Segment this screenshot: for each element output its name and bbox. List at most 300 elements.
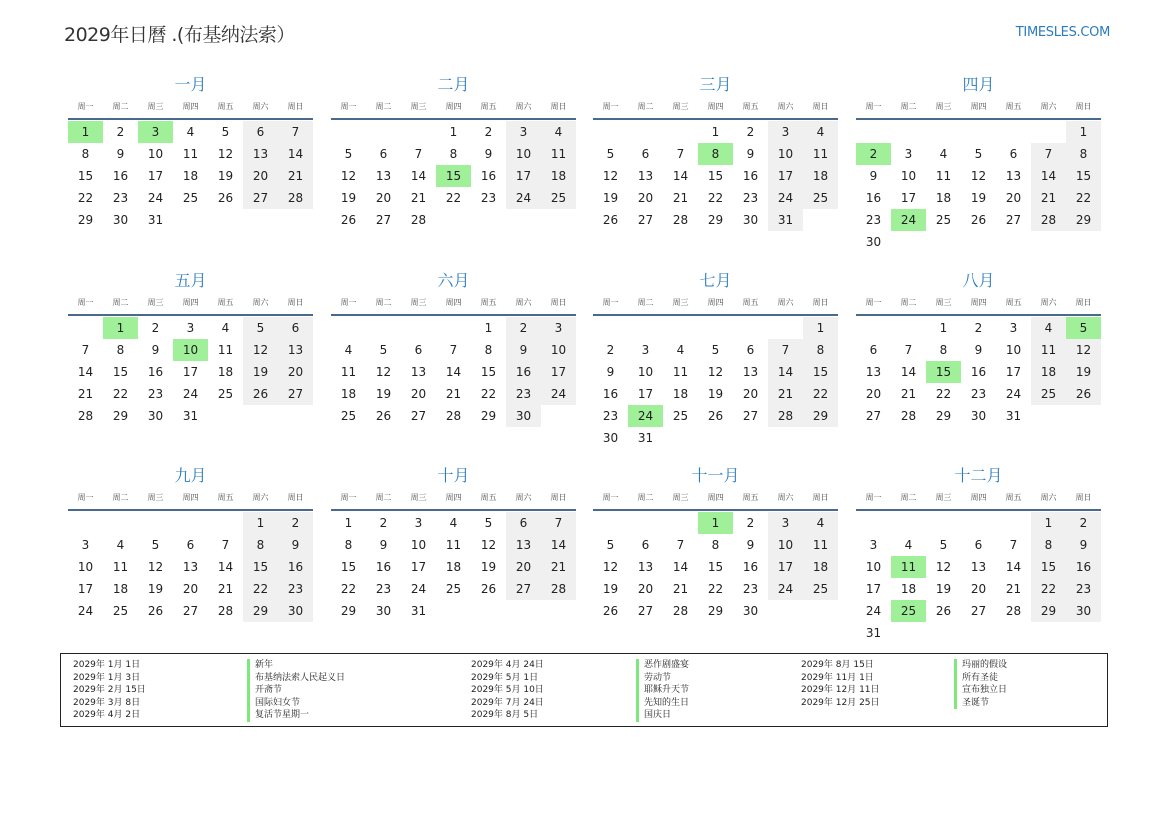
day-cell: 8 — [243, 534, 278, 556]
weekday-label: 周五 — [217, 493, 234, 502]
day-cell: 24 — [77, 604, 94, 618]
day-cell: 26 — [147, 604, 164, 618]
day-cell: 28 — [768, 405, 803, 427]
day-cell: 1 — [711, 125, 720, 139]
day-cell: 18 — [935, 191, 952, 205]
weekday-label: 周二 — [900, 493, 917, 502]
day-cell: 21 — [1031, 187, 1066, 209]
weekday-label: 周二 — [112, 493, 129, 502]
weekday-label: 周四 — [445, 298, 462, 307]
holiday-date: 2029年 2月 15日 — [73, 685, 146, 695]
empty-cell — [891, 512, 926, 534]
day-cell: 15 — [707, 169, 724, 183]
day-cell: 14 — [768, 361, 803, 383]
day-cell: 1 — [344, 516, 353, 530]
weekday-label: 周二 — [900, 298, 917, 307]
day-cell: 23 — [147, 387, 164, 401]
day-cell: 29 — [340, 604, 357, 618]
day-cell: 12 — [340, 169, 357, 183]
holiday-day-cell: 15 — [926, 361, 961, 383]
holiday-name: 国庆日 — [636, 709, 671, 722]
page-title: 2029年日曆 .(布基纳法索） — [64, 24, 295, 46]
empty-cell — [173, 512, 208, 534]
day-cell: 8 — [803, 339, 838, 361]
day-cell: 11 — [541, 143, 576, 165]
weekday-header — [593, 491, 838, 511]
day-cell: 15 — [707, 560, 724, 574]
day-cell: 19 — [480, 560, 497, 574]
day-cell: 19 — [243, 361, 278, 383]
empty-cell — [996, 512, 1031, 534]
weekday-label: 周六 — [252, 493, 269, 502]
day-cell: 13 — [1005, 169, 1022, 183]
day-cell: 19 — [970, 191, 987, 205]
month-block — [856, 74, 1101, 253]
weekday-header — [331, 100, 576, 120]
day-cell: 31 — [637, 431, 654, 445]
holiday-date: 2029年 8月 5日 — [471, 710, 539, 720]
day-cell: 1 — [449, 125, 458, 139]
holiday-day-cell: 2 — [856, 143, 891, 165]
month-name: 一月 — [174, 75, 207, 94]
day-cell: 11 — [340, 365, 357, 379]
day-cell: 22 — [803, 383, 838, 405]
holiday-date: 2029年 5月 1日 — [471, 672, 539, 683]
day-cell: 24 — [865, 604, 882, 618]
empty-cell — [663, 512, 698, 534]
holiday-day-cell: 8 — [698, 143, 733, 165]
weekday-header — [68, 491, 313, 511]
day-cell: 16 — [112, 169, 129, 183]
empty-cell — [1031, 121, 1066, 143]
day-cell: 15 — [243, 556, 278, 578]
day-cell: 8 — [939, 343, 948, 357]
weekday-label: 周日 — [550, 102, 567, 111]
day-cell: 26 — [243, 383, 278, 405]
day-cell: 12 — [147, 560, 164, 574]
day-cell: 17 — [77, 582, 94, 596]
day-cell: 27 — [375, 213, 392, 227]
empty-cell — [366, 317, 401, 339]
weekday-label: 周三 — [672, 493, 689, 502]
day-cell: 26 — [707, 409, 724, 423]
holiday-name: 布基纳法索人民起义日 — [247, 672, 345, 685]
month-name: 三月 — [699, 75, 732, 94]
day-cell: 19 — [935, 582, 952, 596]
day-cell: 17 — [182, 365, 199, 379]
day-cell: 6 — [869, 343, 878, 357]
month-name: 五月 — [174, 271, 207, 290]
weekday-label: 周四 — [445, 493, 462, 502]
day-cell: 30 — [147, 409, 164, 423]
day-cell: 25 — [541, 187, 576, 209]
weekday-label: 周一 — [602, 298, 619, 307]
weekday-label: 周四 — [707, 298, 724, 307]
holiday-day-cell: 5 — [1066, 317, 1101, 339]
day-cell: 4 — [803, 121, 838, 143]
empty-cell — [891, 317, 926, 339]
day-cell: 19 — [217, 169, 234, 183]
day-cell: 8 — [81, 147, 90, 161]
weekday-label: 周三 — [672, 298, 689, 307]
day-cell: 26 — [375, 409, 392, 423]
day-cell: 7 — [449, 343, 458, 357]
day-cell: 24 — [768, 187, 803, 209]
day-cell: 13 — [742, 365, 759, 379]
weekday-label: 周五 — [480, 102, 497, 111]
day-cell: 4 — [449, 516, 458, 530]
weekday-label: 周日 — [1075, 493, 1092, 502]
month-name: 十二月 — [954, 466, 1003, 485]
day-cell: 21 — [541, 556, 576, 578]
weekday-label: 周日 — [1075, 102, 1092, 111]
day-cell: 30 — [865, 235, 882, 249]
month-block — [593, 270, 838, 449]
day-cell: 14 — [541, 534, 576, 556]
day-cell: 28 — [445, 409, 462, 423]
day-cell: 3 — [768, 512, 803, 534]
day-cell: 25 — [340, 409, 357, 423]
month-name: 二月 — [437, 75, 470, 94]
weekday-label: 周四 — [182, 298, 199, 307]
empty-cell — [366, 121, 401, 143]
day-cell: 24 — [1005, 387, 1022, 401]
day-cell: 28 — [410, 213, 427, 227]
day-cell: 22 — [243, 578, 278, 600]
day-cell: 29 — [1066, 209, 1101, 231]
day-cell: 20 — [243, 165, 278, 187]
weekday-header — [331, 296, 576, 316]
day-cell: 30 — [506, 405, 541, 427]
empty-cell — [891, 121, 926, 143]
day-cell: 10 — [865, 560, 882, 574]
empty-cell — [68, 317, 103, 339]
month-block — [68, 74, 313, 231]
day-cell: 28 — [900, 409, 917, 423]
day-cell: 25 — [803, 578, 838, 600]
holiday-day-cell: 24 — [628, 405, 663, 427]
day-cell: 5 — [379, 343, 388, 357]
day-cell: 19 — [602, 582, 619, 596]
day-cell: 10 — [541, 339, 576, 361]
day-cell: 10 — [768, 143, 803, 165]
day-cell: 12 — [375, 365, 392, 379]
day-cell: 12 — [243, 339, 278, 361]
weekday-label: 周六 — [1040, 298, 1057, 307]
empty-cell — [628, 121, 663, 143]
weekday-label: 周五 — [217, 298, 234, 307]
weekday-label: 周三 — [410, 493, 427, 502]
day-cell: 9 — [869, 169, 878, 183]
day-cell: 25 — [935, 213, 952, 227]
weekday-label: 周日 — [287, 102, 304, 111]
day-cell: 13 — [278, 339, 313, 361]
weekday-label: 周六 — [777, 298, 794, 307]
weekday-label: 周二 — [375, 102, 392, 111]
empty-cell — [628, 317, 663, 339]
day-cell: 21 — [672, 191, 689, 205]
day-cell: 7 — [904, 343, 913, 357]
weekday-label: 周五 — [1005, 493, 1022, 502]
day-cell: 16 — [506, 361, 541, 383]
day-cell: 11 — [182, 147, 199, 161]
day-cell: 4 — [803, 512, 838, 534]
day-cell: 2 — [379, 516, 388, 530]
day-cell: 29 — [112, 409, 129, 423]
day-cell: 8 — [484, 343, 493, 357]
day-cell: 18 — [672, 387, 689, 401]
day-cell: 3 — [904, 147, 913, 161]
day-cell: 29 — [803, 405, 838, 427]
day-cell: 10 — [768, 534, 803, 556]
day-cell: 8 — [711, 538, 720, 552]
day-cell: 4 — [116, 538, 125, 552]
empty-cell — [593, 317, 628, 339]
holiday-name: 玛丽的假设 — [954, 659, 1007, 672]
holiday-date: 2029年 5月 10日 — [471, 685, 544, 695]
day-cell: 13 — [970, 560, 987, 574]
day-cell: 5 — [939, 538, 948, 552]
day-cell: 21 — [410, 191, 427, 205]
day-cell: 23 — [1066, 578, 1101, 600]
days-grid — [68, 121, 313, 231]
weekday-header — [593, 296, 838, 316]
day-cell: 25 — [112, 604, 129, 618]
day-cell: 16 — [375, 560, 392, 574]
day-cell: 9 — [1066, 534, 1101, 556]
day-cell: 20 — [970, 582, 987, 596]
day-cell: 20 — [742, 387, 759, 401]
day-cell: 13 — [410, 365, 427, 379]
day-cell: 15 — [803, 361, 838, 383]
day-cell: 18 — [541, 165, 576, 187]
day-cell: 19 — [707, 387, 724, 401]
day-cell: 4 — [221, 321, 230, 335]
day-cell: 16 — [742, 169, 759, 183]
weekday-header — [856, 296, 1101, 316]
empty-cell — [856, 121, 891, 143]
day-cell: 15 — [112, 365, 129, 379]
day-cell: 1 — [939, 321, 948, 335]
holiday-day-cell: 24 — [891, 209, 926, 231]
day-cell: 8 — [344, 538, 353, 552]
day-cell: 31 — [768, 209, 803, 231]
day-cell: 24 — [147, 191, 164, 205]
day-cell: 22 — [1031, 578, 1066, 600]
day-cell: 27 — [410, 409, 427, 423]
day-cell: 14 — [410, 169, 427, 183]
day-cell: 3 — [1009, 321, 1018, 335]
month-name: 八月 — [962, 271, 995, 290]
day-cell: 18 — [803, 556, 838, 578]
weekday-label: 周一 — [77, 102, 94, 111]
day-cell: 20 — [182, 582, 199, 596]
day-cell: 6 — [414, 343, 423, 357]
empty-cell — [628, 512, 663, 534]
empty-cell — [698, 317, 733, 339]
days-grid — [331, 512, 576, 622]
day-cell: 6 — [379, 147, 388, 161]
day-cell: 30 — [742, 213, 759, 227]
weekday-label: 周四 — [182, 102, 199, 111]
day-cell: 7 — [676, 147, 685, 161]
weekday-label: 周四 — [707, 102, 724, 111]
day-cell: 1 — [484, 321, 493, 335]
day-cell: 15 — [340, 560, 357, 574]
holiday-date: 2029年 4月 2日 — [73, 710, 141, 720]
holiday-name: 所有圣徒 — [954, 672, 998, 685]
weekday-label: 周一 — [865, 102, 882, 111]
days-grid — [856, 512, 1101, 644]
day-cell: 27 — [182, 604, 199, 618]
month-block — [68, 270, 313, 427]
empty-cell — [138, 512, 173, 534]
weekday-label: 周五 — [1005, 102, 1022, 111]
day-cell: 2 — [151, 321, 160, 335]
day-cell: 28 — [217, 604, 234, 618]
empty-cell — [593, 121, 628, 143]
day-cell: 29 — [77, 213, 94, 227]
day-cell: 15 — [480, 365, 497, 379]
day-cell: 23 — [742, 582, 759, 596]
day-cell: 3 — [414, 516, 423, 530]
day-cell: 22 — [480, 387, 497, 401]
day-cell: 3 — [541, 317, 576, 339]
day-cell: 17 — [865, 582, 882, 596]
day-cell: 11 — [1031, 339, 1066, 361]
day-cell: 17 — [506, 165, 541, 187]
day-cell: 21 — [1005, 582, 1022, 596]
day-cell: 21 — [77, 387, 94, 401]
day-cell: 18 — [803, 165, 838, 187]
weekday-label: 周一 — [340, 102, 357, 111]
weekday-label: 周二 — [637, 102, 654, 111]
day-cell: 4 — [676, 343, 685, 357]
day-cell: 27 — [1005, 213, 1022, 227]
weekday-label: 周日 — [812, 102, 829, 111]
holiday-name: 宣布独立日 — [954, 684, 1007, 697]
day-cell: 6 — [746, 343, 755, 357]
day-cell: 9 — [606, 365, 615, 379]
days-grid — [331, 121, 576, 231]
empty-cell — [401, 121, 436, 143]
empty-cell — [68, 512, 103, 534]
month-name: 十月 — [437, 466, 470, 485]
day-cell: 25 — [445, 582, 462, 596]
weekday-header — [593, 100, 838, 120]
empty-cell — [436, 317, 471, 339]
day-cell: 2 — [506, 317, 541, 339]
day-cell: 24 — [768, 578, 803, 600]
day-cell: 7 — [676, 538, 685, 552]
weekday-label: 周五 — [480, 493, 497, 502]
holiday-date: 2029年 11月 1日 — [801, 672, 874, 683]
month-name: 九月 — [174, 466, 207, 485]
day-cell: 29 — [243, 600, 278, 622]
day-cell: 2 — [746, 516, 755, 530]
weekday-label: 周二 — [375, 298, 392, 307]
day-cell: 10 — [637, 365, 654, 379]
month-block — [68, 465, 313, 622]
weekday-header — [856, 100, 1101, 120]
day-cell: 7 — [768, 339, 803, 361]
day-cell: 27 — [742, 409, 759, 423]
holiday-date: 2029年 8月 15日 — [801, 660, 874, 670]
day-cell: 11 — [935, 169, 952, 183]
site-logo[interactable]: TIMESLES.COM — [1015, 25, 1110, 40]
empty-cell — [856, 512, 891, 534]
weekday-label: 周二 — [637, 298, 654, 307]
day-cell: 18 — [445, 560, 462, 574]
day-cell: 7 — [81, 343, 90, 357]
day-cell: 21 — [278, 165, 313, 187]
day-cell: 28 — [672, 213, 689, 227]
day-cell: 5 — [221, 125, 230, 139]
day-cell: 29 — [1031, 600, 1066, 622]
day-cell: 7 — [541, 512, 576, 534]
day-cell: 31 — [410, 604, 427, 618]
day-cell: 28 — [278, 187, 313, 209]
weekday-header — [68, 296, 313, 316]
weekday-label: 周六 — [1040, 493, 1057, 502]
day-cell: 23 — [480, 191, 497, 205]
days-grid — [856, 317, 1101, 427]
empty-cell — [208, 512, 243, 534]
day-cell: 7 — [221, 538, 230, 552]
weekday-header — [331, 491, 576, 511]
day-cell: 12 — [480, 538, 497, 552]
day-cell: 16 — [480, 169, 497, 183]
month-name: 四月 — [962, 75, 995, 94]
day-cell: 17 — [768, 165, 803, 187]
day-cell: 18 — [900, 582, 917, 596]
day-cell: 10 — [900, 169, 917, 183]
weekday-label: 周四 — [970, 298, 987, 307]
weekday-label: 周一 — [865, 493, 882, 502]
day-cell: 21 — [217, 582, 234, 596]
day-cell: 18 — [340, 387, 357, 401]
day-cell: 16 — [970, 365, 987, 379]
weekday-label: 周日 — [550, 493, 567, 502]
day-cell: 13 — [243, 143, 278, 165]
month-block — [331, 74, 576, 231]
day-cell: 22 — [112, 387, 129, 401]
day-cell: 30 — [375, 604, 392, 618]
weekday-label: 周一 — [340, 493, 357, 502]
day-cell: 3 — [186, 321, 195, 335]
day-cell: 30 — [742, 604, 759, 618]
holiday-date: 2029年 1月 3日 — [73, 672, 141, 683]
day-cell: 31 — [147, 213, 164, 227]
day-cell: 24 — [410, 582, 427, 596]
weekday-label: 周二 — [637, 493, 654, 502]
weekday-label: 周六 — [515, 102, 532, 111]
day-cell: 2 — [746, 125, 755, 139]
day-cell: 23 — [112, 191, 129, 205]
weekday-label: 周六 — [777, 493, 794, 502]
weekday-label: 周日 — [812, 298, 829, 307]
day-cell: 15 — [1066, 165, 1101, 187]
day-cell: 7 — [1009, 538, 1018, 552]
day-cell: 3 — [768, 121, 803, 143]
day-cell: 11 — [803, 534, 838, 556]
weekday-label: 周三 — [410, 102, 427, 111]
day-cell: 2 — [974, 321, 983, 335]
day-cell: 13 — [637, 560, 654, 574]
day-cell: 29 — [707, 604, 724, 618]
day-cell: 27 — [637, 604, 654, 618]
empty-cell — [401, 317, 436, 339]
